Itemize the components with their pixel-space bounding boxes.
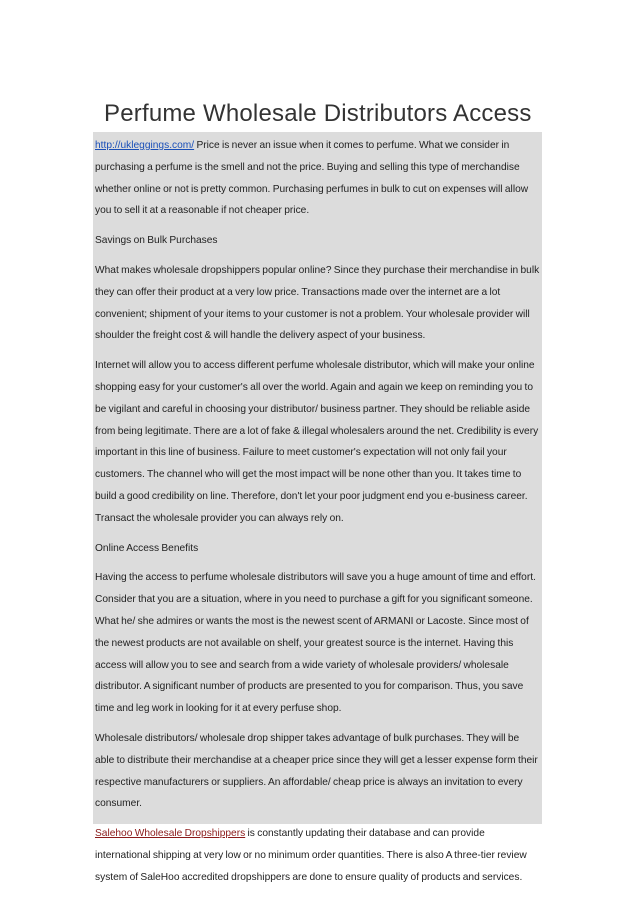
intro-paragraph [95, 135, 540, 222]
internet-access-paragraph: Internet will allow you to access different perfume wholesale distributor, which will make your online shopping easy for your customer's all over the world. Again and again we keep on reminding you to be vigilant and careful in choosing your distributor/ business partner. They should be reliable aside from being legitimate. There are a lot of fake & illegal wholesalers around the net. Credibility is every important in this line of business. Failure to meet customer's expectation will not only fail your customers. The channel who will get the most impact will be none other than you. It takes time to build a good credibility on line. Therefore, don't let your poor judgment end you e-business career. Transact the wholesale provider you can always rely on. [95, 360, 539, 524]
ukleggings-link[interactable]: http://ukleggings.com/ [95, 140, 195, 151]
intro-text: Price is never an issue when it comes to perfume. What we consider in purchasing a perfume is the smell and not the price. Buying and selling this type of merchandise whether online or not is pretty common. Purchasing perfumes in bulk to cut on expenses will allow you to sell it at a reasonable if not cheaper price. [95, 140, 529, 217]
salehoo-paragraph [95, 823, 540, 888]
section-heading-savings: Savings on Bulk Purchases [95, 235, 218, 247]
section-heading-online-access: Online Access Benefits [95, 542, 199, 554]
salehoo-text: is constantly updating their database and can provide international shipping at very low or no minimum order quantities. There is also A three-tier review system of SaleHoo accredited dropshippers are done to ensure quality of products and services. [95, 828, 527, 883]
online-access-paragraph: Having the access to perfume wholesale distributors will save you a huge amount of time and effort. Consider that you are a situation, where in you need to purchase a gift for you significant someone. What he/ she admires or wants the most is the newest scent of ARMANI or Lacoste. Since most of the newest products are not available on shelf, your greatest source is the internet. Having this access will allow you to see and search from a wide variety of wholesale providers/ wholesale distributor. A significant number of products are presented to you for comparison. Thus, you save time and leg work in looking for it at every perfuse shop. [95, 572, 536, 715]
savings-paragraph: What makes wholesale dropshippers popular online? Since they purchase their merchandise in bulk they can offer their product at a very low price. Transactions made over the internet are a lot convenient; shipment of your items to your customer is not a problem. Your wholesale provider will shoulder the freight cost & will handle the delivery aspect of your business. [95, 264, 540, 342]
document-title: Perfume Wholesale Distributors Access [104, 100, 532, 127]
salehoo-link[interactable]: Salehoo Wholesale Dropshippers [95, 828, 246, 840]
article-body [93, 132, 542, 883]
distributors-paragraph: Wholesale distributors/ wholesale drop shipper takes advantage of bulk purchases. They will be able to distribute their merchandise at a cheaper price since they will get a lesser expense form their respective manufacturers or suppliers. An affordable/ cheap price is always an invitation to every consumer. [95, 732, 538, 810]
